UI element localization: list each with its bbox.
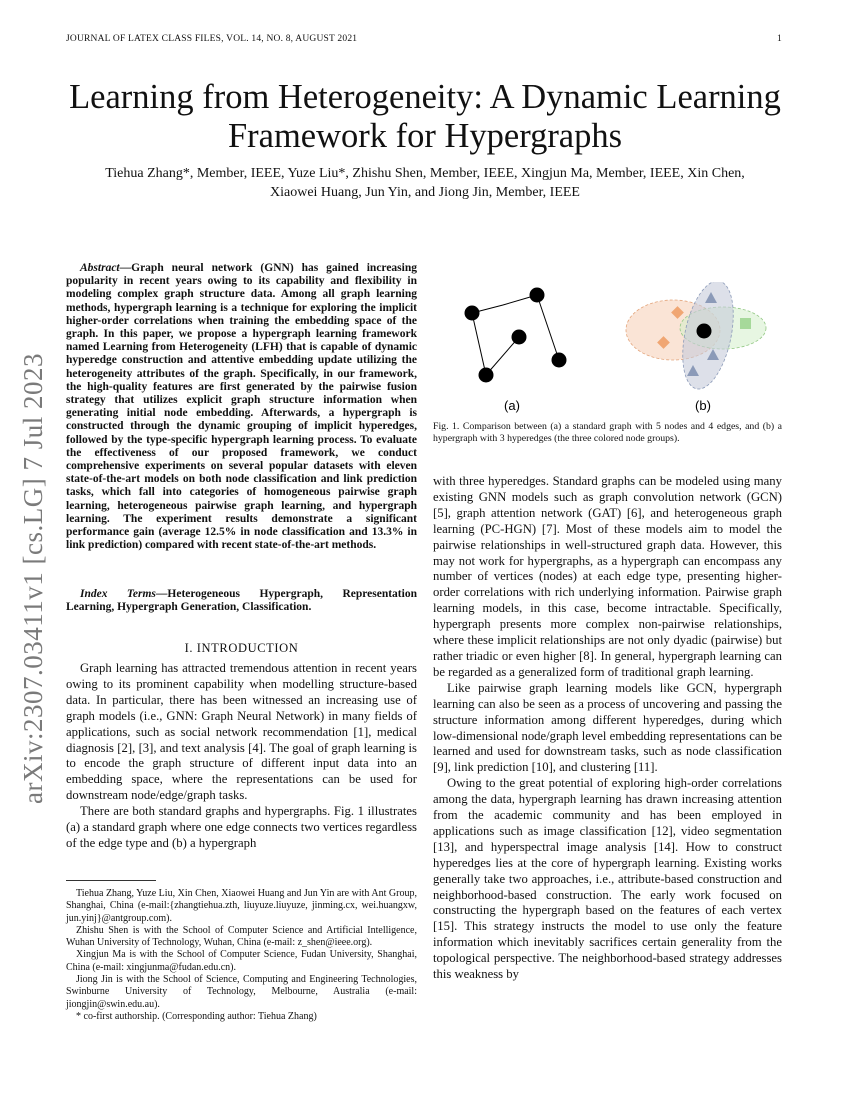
author-list bbox=[50, 164, 800, 202]
arxiv-stamp[interactable]: arXiv:2307.03411v1 [cs.LG] 7 Jul 2023 bbox=[18, 353, 48, 804]
shared-node bbox=[697, 324, 712, 339]
graph-node bbox=[479, 368, 494, 383]
green-node bbox=[740, 318, 751, 329]
graph-node bbox=[552, 353, 567, 368]
body-paragraph: with three hyperedges. Standard graphs can be modeled using many existing GNN models such as graph convolution network (GCN) [5], graph attention network (GAT) [6], and heterogeneous graph learning (PC-HGN) [7]. Most of these models aim to model the pairwise relationships in well-structured graph data. However, this may not work for hypergraphs, as a hypergraph can encompass any number of vertices (nodes) at each edge type, presenting higher-order correlations with rich underlying information. Pairwise graph learning models, in this case, become intractable. Specifically, hypergraph presents more complex non-pairwise relationships, where these implicit relationships are not only dyadic (pairwise) but rather triadic or even higher [8]. In general, hypergraph learning can be regarded as a generalized form of traditional graph learning. bbox=[433, 474, 782, 679]
abstract bbox=[66, 262, 417, 552]
footnote: * co-first authorship. (Corresponding author: Tiehua Zhang) bbox=[76, 1010, 317, 1022]
hypergraph bbox=[626, 282, 766, 394]
subfigure-label-b: (b) bbox=[695, 398, 711, 413]
paper-title: Learning from Heterogeneity: A Dynamic Learning Framework for Hypergraphs bbox=[69, 78, 781, 155]
right-column-body bbox=[433, 474, 782, 983]
body-paragraph: Like pairwise graph learning models like GCN, hypergraph learning can also be seen as a process of uncovering and passing the structure information among different hyperedges, during which low-dimensional node/graph level embedding representations can be learned and used for downstream tasks, such as node classification [9], link prediction [10], and clustering [11]. bbox=[433, 680, 782, 775]
footnote-rule bbox=[66, 880, 156, 881]
running-header: JOURNAL OF LATEX CLASS FILES, VOL. 14, NO. 8, AUGUST 2021 bbox=[66, 34, 358, 44]
section-heading: I. INTRODUCTION bbox=[184, 641, 299, 655]
footnote: Xingjun Ma is with the School of Computer Science, Fudan University, Shanghai, China (e-mail: xingjunma@fudan.edu.cn). bbox=[66, 949, 417, 973]
footnotes bbox=[66, 888, 417, 1023]
intro-paragraph: Graph learning has attracted tremendous attention in recent years owing to its prominent capability when modelling structure-based data. In particular, there has been witnessed an increasing use of graph models (i.e., GNN: Graph Neural Network) in many fields of applications, such as social network recommendation [1], medical diagnosis [2], [3], and text analysis [4]. The goal of graph learning is to encode the graph structure of different input data into an embedding space, where the representations can be used for downstream node/edge/graph tasks. bbox=[66, 661, 417, 803]
body-paragraph: Owing to the great potential of exploring high-order correlations among the data, hypergraph learning has drawn increasing attention from the academic community and has been employed in applications such as image classification [12], video segmentation [13], and hyperspectral image analysis [14]. How to construct hyperedges lies at the core of hypergraph learning. Existing works generally take two approaches, i.e., attribute-based construction and neighborhood-based construction. The early work focused on constructing the hypergraph based on the features of each vertex [15]. This strategy instructs the model to use only the feature information which inevitably sacrifices certain generality from the topological perspective. The neighborhood-based strategy addresses this weakness by bbox=[433, 776, 782, 982]
graph-node bbox=[512, 330, 527, 345]
footnote: Jiong Jin is with the School of Science, Computing and Engineering Technologies, Swinburne University of Technology, Melbourne, Australia (e-mail: jiongjin@swin.edu.au). bbox=[66, 974, 417, 1010]
footnote: Zhishu Shen is with the School of Computer Science and Artificial Intelligence, Wuhan University of Technology, Wuhan, China (e-mail: z_shen@ieee.org). bbox=[66, 924, 417, 949]
figure-caption: Fig. 1. Comparison between (a) a standard graph with 5 nodes and 4 edges, and (b) a hypergraph with 3 hyperedges (the three colored node groups). bbox=[433, 421, 782, 445]
page-number: 1 bbox=[777, 34, 782, 44]
author-line-2: Xiaowei Huang, Jun Yin, and Jiong Jin, Member, IEEE bbox=[270, 185, 580, 200]
index-terms-text: —Heterogeneous Hypergraph, Representation Learning, Hypergraph Generation, Classification. bbox=[66, 588, 417, 614]
introduction-body bbox=[66, 661, 417, 852]
subfigure-label-a: (a) bbox=[504, 398, 520, 413]
intro-paragraph: There are both standard graphs and hypergraphs. Fig. 1 illustrates (a) a standard graph where one edge connects two vertices regardless of the edge type and (b) a hypergraph bbox=[66, 804, 417, 850]
abstract-text: —Graph neural network (GNN) has gained increasing popularity in recent years owing to its capability and flexibility in modeling complex graph structure data. Among all graph learning methods, hypergraph learning is a technique for exploring the implicit higher-order correlations when training the embedding space of the graph. In this paper, we propose a hypergraph learning framework named Learning from Heterogeneity (LFH) that is capable of dynamic hyperedge construction and attentive embedding update utilizing the heterogeneity attributes of the graph. Specifically, in our framework, the high-quality features are first generated by the pairwise fusion strategy that utilizes explicit graph structure information when generating initial node embedding. Afterwards, a hypergraph is constructed through the dynamic grouping of implicit hyperedges, followed by the type-specific hypergraph learning process. To evaluate the effectiveness of our proposed framework, we conduct comprehensive experiments on several popular datasets with eleven state-of-the-art models on both node classification and link prediction tasks, which fall into categories of homogeneous pairwise graph learning, heterogeneous pairwise graph learning, and hypergraph learning. The experiment results demonstrate a significant performance gain (average 12.5% in node classification and 13.3% in link prediction) compared with recent state-of-the-art methods. bbox=[66, 262, 417, 552]
author-line-1: Tiehua Zhang*, Member, IEEE, Yuze Liu*, Zhishu Shen, Member, IEEE, Xingjun Ma, Member, IEEE, Xin Chen, bbox=[105, 166, 745, 181]
index-terms bbox=[66, 588, 417, 614]
standard-graph bbox=[465, 288, 567, 383]
graph-node bbox=[530, 288, 545, 303]
abstract-label: Abstract bbox=[80, 262, 120, 274]
footnote: Tiehua Zhang, Yuze Liu, Xin Chen, Xiaowei Huang and Jun Yin are with Ant Group, Shanghai, China (e-mail:{zhangtiehua.zth, liuyuze.liuyuze, jinming.cx, wei.huangxw, jun.yinj}@antgroup.com). bbox=[66, 888, 417, 924]
graph-node bbox=[465, 306, 480, 321]
figure-1 bbox=[433, 282, 782, 416]
index-terms-label: Index Terms bbox=[80, 588, 156, 600]
